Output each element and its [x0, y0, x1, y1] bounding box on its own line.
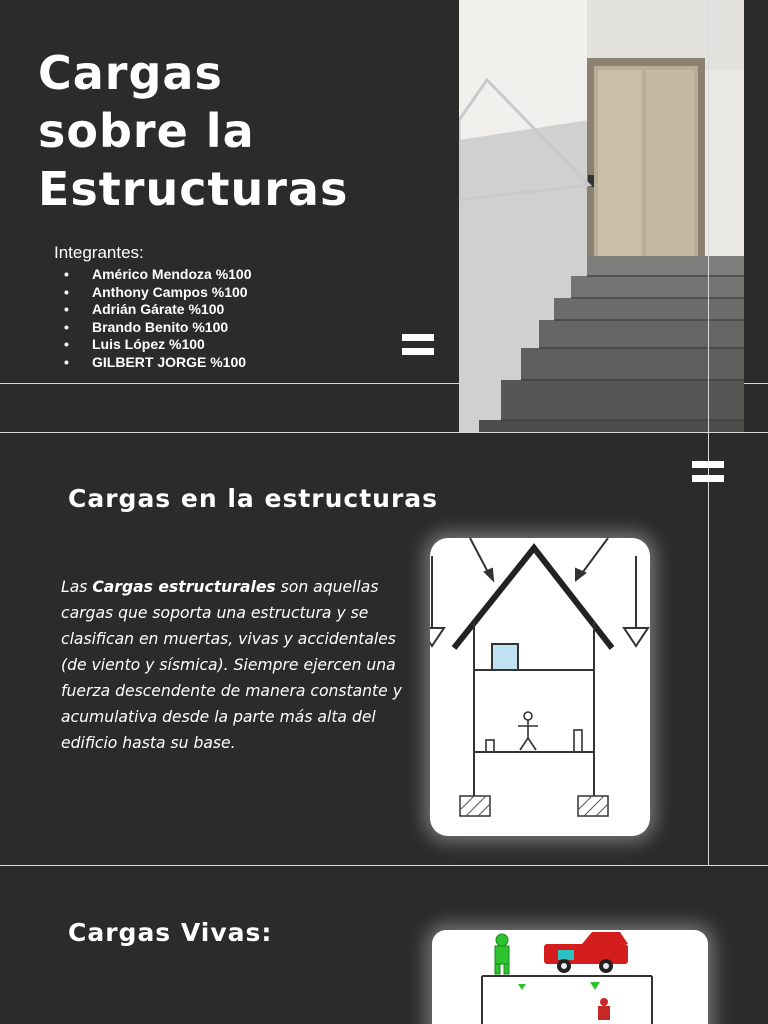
member-item: • Adrián Gárate %100 [64, 301, 252, 319]
section-heading: Cargas en la estructuras [68, 484, 439, 513]
title-line-2: sobre la [38, 104, 255, 158]
equals-mark-icon [402, 334, 434, 362]
loads-paragraph [61, 574, 411, 756]
divider-line [708, 433, 709, 865]
member-item: • Anthony Campos %100 [64, 284, 252, 302]
member-item: • GILBERT JORGE %100 [64, 354, 252, 372]
title-slide [0, 0, 768, 432]
section-heading: Cargas Vivas: [68, 918, 273, 947]
member-item: • Luis López %100 [64, 336, 252, 354]
paragraph-emphasis: Cargas estructurales [92, 578, 276, 596]
live-loads-diagram [432, 930, 708, 1024]
title-line-3: Estructuras [38, 162, 349, 216]
member-item: • Brando Benito %100 [64, 319, 252, 337]
paragraph-lead: Las [61, 578, 93, 596]
presentation-title [38, 44, 438, 218]
loads-slide [0, 433, 768, 865]
title-line-1: Cargas [38, 46, 223, 100]
members-label: Integrantes: [54, 243, 144, 262]
stairs-door-photo [459, 0, 744, 432]
divider-line [708, 0, 709, 432]
member-item: • Américo Mendoza %100 [64, 266, 252, 284]
live-loads-slide [0, 866, 768, 1024]
house-loads-diagram [430, 538, 650, 836]
members-list [64, 266, 252, 372]
equals-mark-icon [692, 461, 724, 489]
paragraph-rest: son aquellas cargas que soporta una estructura y se clasifican en muertas, vivas y accidentales (de viento y sísmica). Siempre ejercen una fuerza descendente de manera constante y acumulativa desde la parte más alta del edificio hasta su base. [61, 578, 402, 752]
